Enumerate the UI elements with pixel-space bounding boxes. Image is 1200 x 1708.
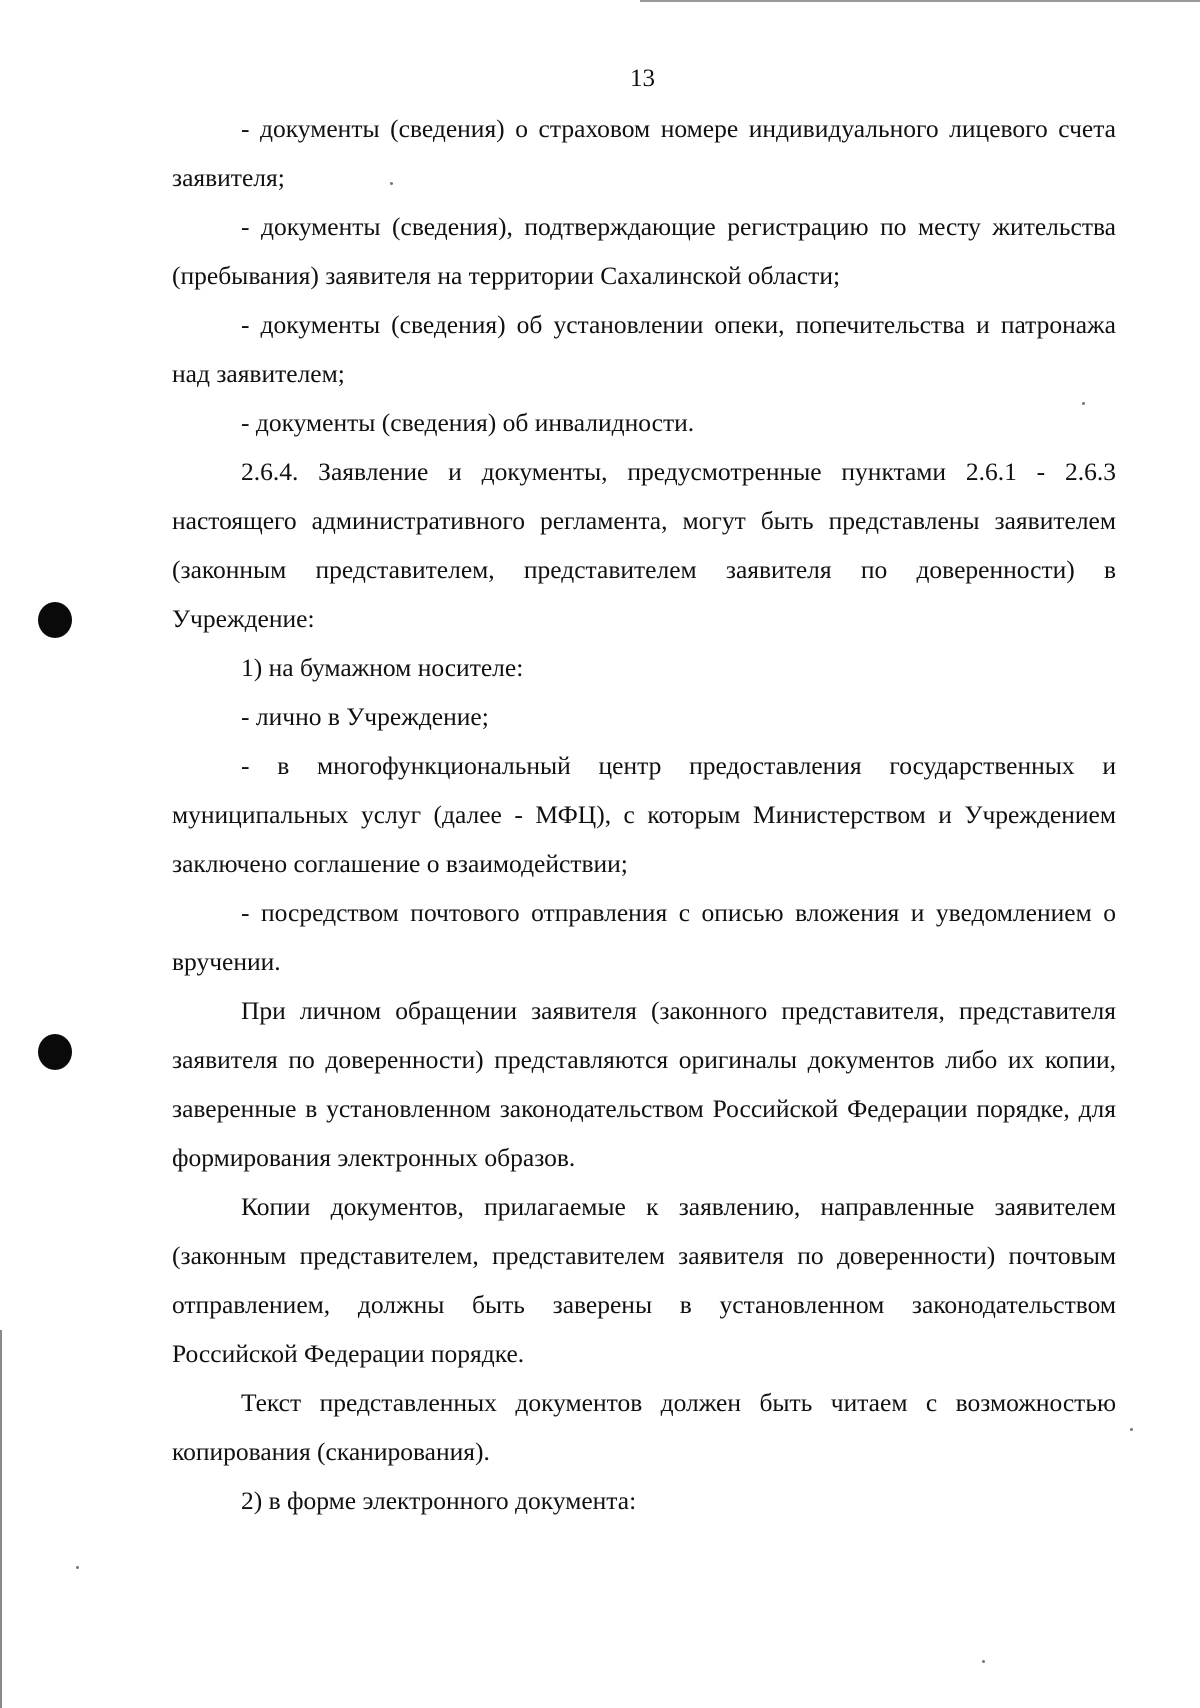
paragraph: - документы (сведения) об установлении опеки, попечительства и патронажа над заявителем;	[172, 310, 1116, 388]
paragraph: - посредством почтового отправления с описью вложения и уведомлением о вручении.	[172, 898, 1116, 976]
paragraph: - лично в Учреждение;	[241, 702, 489, 731]
punch-hole	[38, 602, 72, 638]
paragraph: - в многофункциональный центр предоставления государственных и муниципальных услуг (далее - МФЦ), с которым Министерством и Учреждением заключено соглашение о взаимодействии;	[172, 751, 1116, 878]
scan-edge-line	[0, 1330, 2, 1708]
paragraph: - документы (сведения), подтверждающие регистрацию по месту жительства (пребывания) заявителя на территории Сахалинской области;	[172, 212, 1116, 290]
paragraph: - документы (сведения) о страховом номере индивидуального лицевого счета заявителя;	[172, 114, 1116, 192]
punch-hole	[38, 1034, 72, 1070]
document-body	[172, 104, 1116, 1525]
paragraph: Копии документов, прилагаемые к заявлению, направленные заявителем (законным представителем, представителем заявителя по доверенности) почтовым отправлением, должны быть заверены в установленном законодательством Российской Федерации порядке.	[172, 1192, 1116, 1368]
paragraph: 2) в форме электронного документа:	[241, 1486, 637, 1515]
paragraph: 2.6.4. Заявление и документы, предусмотренные пунктами 2.6.1 - 2.6.3 настоящего административного регламента, могут быть представлены заявителем (законным представителем, представителем заявителя по доверенности) в Учреждение:	[172, 457, 1116, 633]
paragraph: - документы (сведения) об инвалидности.	[241, 408, 695, 437]
paragraph: 1) на бумажном носителе:	[241, 653, 524, 682]
page-number: 13	[630, 65, 655, 92]
paragraph: При личном обращении заявителя (законного представителя, представителя заявителя по доверенности) представляются оригиналы документов либо их копии, заверенные в установленном законодательством Российской Федерации порядке, для формирования электронных образов.	[172, 996, 1116, 1172]
scan-edge-line	[640, 0, 1200, 2]
scan-speck	[76, 1566, 79, 1569]
paragraph: Текст представленных документов должен быть читаем с возможностью копирования (сканирования).	[172, 1388, 1116, 1466]
scan-speck	[982, 1660, 985, 1663]
scan-speck	[1130, 1428, 1133, 1431]
